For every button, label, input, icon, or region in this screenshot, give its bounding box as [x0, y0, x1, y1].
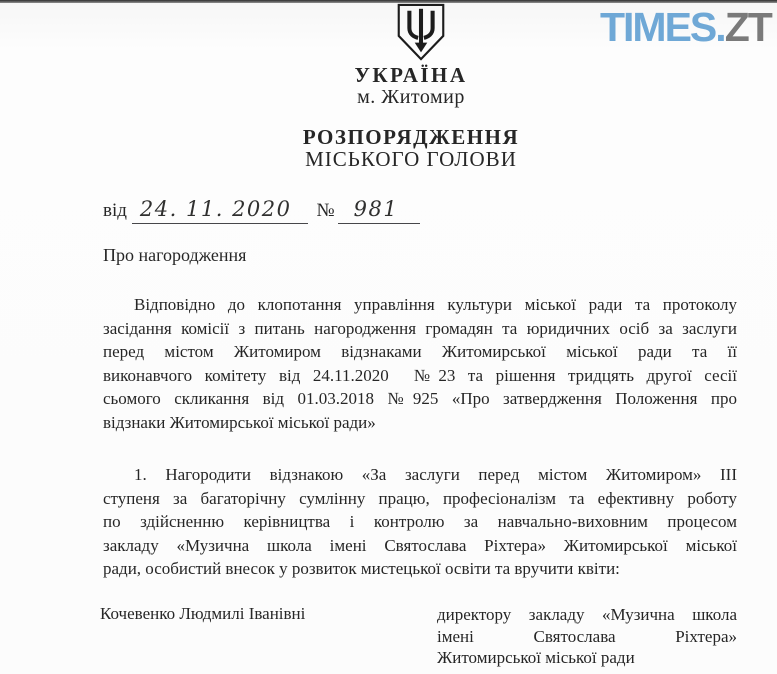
text-line: відзнаки Житомирської міської ради» [103, 412, 376, 432]
text-line: перед містом Житомиром відзнаками Житомирської міської ради та її [103, 342, 737, 361]
document-type-subtitle: МІСЬКОГО ГОЛОВИ [305, 147, 517, 171]
logo-zt-text: ZT [724, 4, 771, 50]
text-line: сьомого скликання від 01.03.2018 №925 «Про затвердження Положення про [103, 389, 737, 408]
text-line: Житомирської міської ради [437, 648, 635, 667]
paragraph-item-1 [103, 463, 737, 581]
paragraph-preamble [103, 293, 737, 434]
text-line: директору закладу «Музична школа [437, 605, 737, 624]
times-zt-logo [600, 4, 771, 50]
text-line: виконавчого комітету від 24.11.2020 №23 та рішення тридцять другої сесії [103, 365, 737, 385]
subject-line: Про нагородження [103, 245, 247, 265]
logo-times-text: TIMES. [600, 4, 725, 50]
handwritten-number: 981 [338, 197, 421, 224]
text-line: ступеня за багаторічну сумлінну працю, професіоналізм та ефективну роботу [103, 488, 737, 508]
text-line: по здійсненню керівництва і контролю за навчально-виховним процесом [103, 512, 737, 531]
city-subtitle: м. Житомир [357, 86, 465, 108]
number-label: № [316, 200, 335, 221]
text-line: Відповідно до клопотання управління культури міської ради та протоколу [134, 295, 737, 314]
country-title: УКРАЇНА [354, 63, 468, 87]
text-line: закладу «Музична школа імені Святослава Ріхтера» Житомирської міської [103, 535, 737, 555]
recipient-name: Кочевенко Людмилі Іванівні [100, 604, 306, 623]
recipient-position [437, 604, 737, 669]
text-line: 1. Нагородити відзнакою «За заслуги перед містом Житомиром» ІІІ [134, 465, 737, 484]
handwritten-date: 24. 11. 2020 [132, 197, 308, 224]
text-line: імені Святослава Ріхтера» [437, 626, 737, 646]
date-label: від [103, 200, 127, 221]
text-line: засідання комісії з питань нагородження громадян та юридичних осіб за заслуги [103, 318, 737, 338]
text-line: ради, особистий внесок у розвиток мистецької освіти та вручити квіти: [103, 559, 620, 578]
document-type-title: РОЗПОРЯДЖЕННЯ [302, 125, 520, 149]
date-number-line [103, 197, 420, 224]
ukraine-trident-emblem-icon [389, 3, 453, 63]
